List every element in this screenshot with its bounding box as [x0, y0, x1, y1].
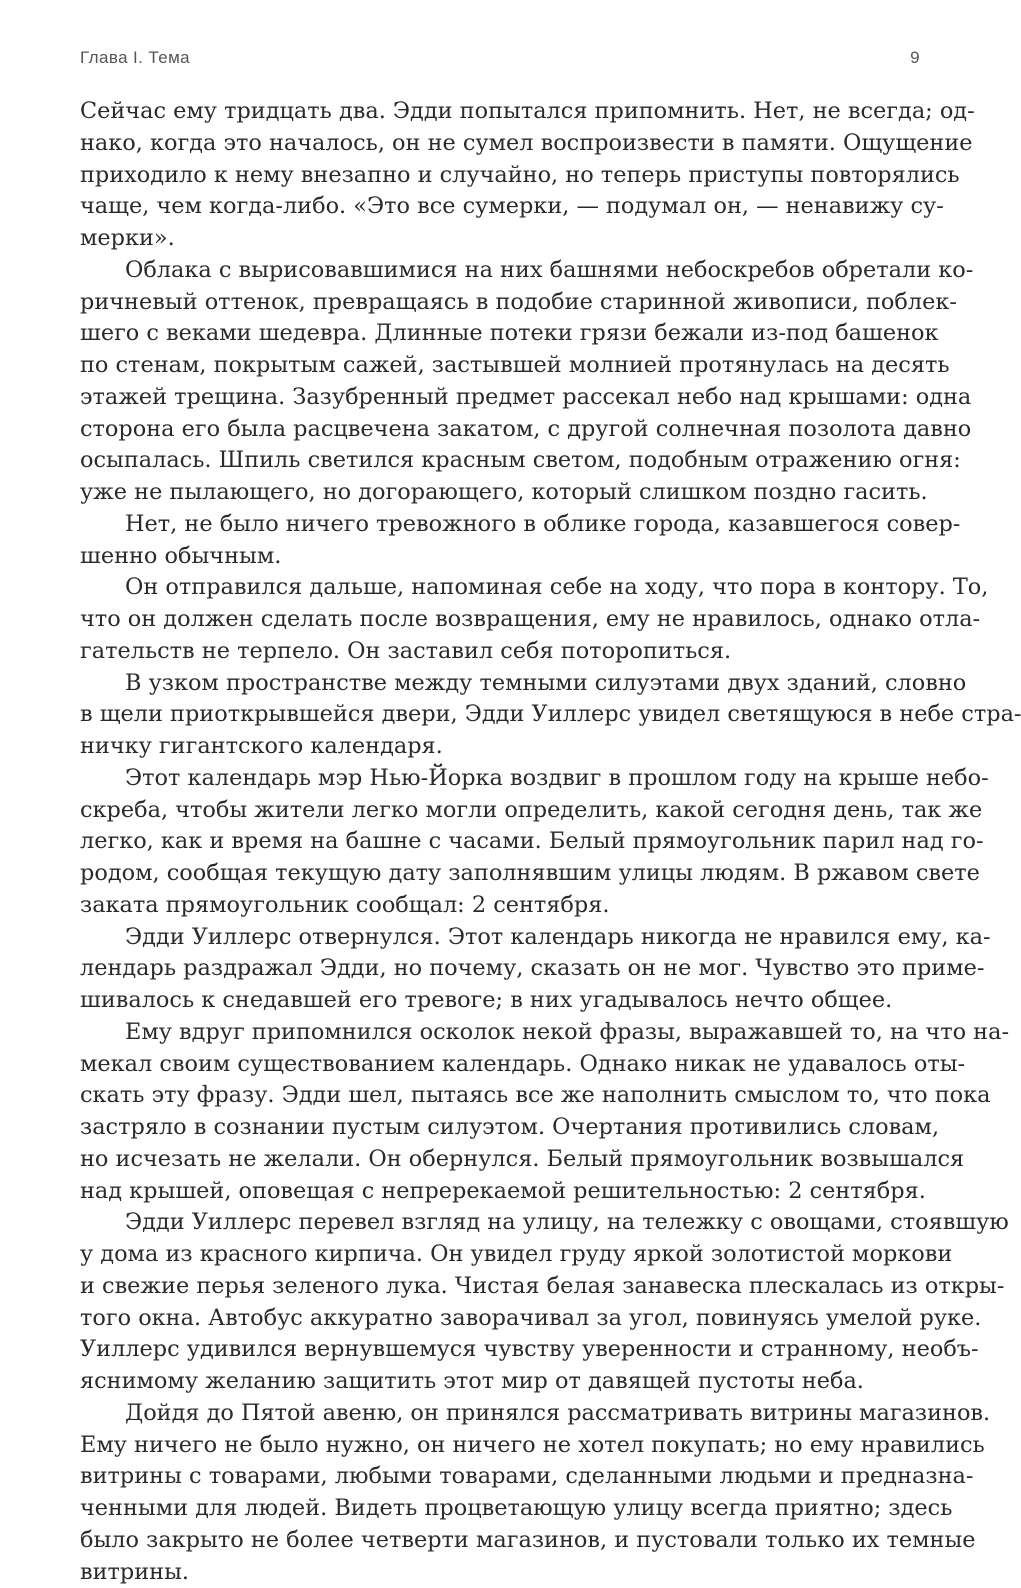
text-line: ричневый оттенок, превращаясь в подобие старинной живописи, поблек-	[80, 287, 920, 319]
text-line: Сейчас ему тридцать два. Эдди попытался припомнить. Нет, не всегда; од-	[80, 96, 920, 128]
running-header	[80, 48, 920, 74]
paragraph	[80, 96, 920, 255]
text-line: что он должен сделать после возвращения, ему не нравилось, однако отла-	[80, 604, 920, 636]
text-line: шего с веками шедевра. Длинные потеки грязи бежали из-под башенок	[80, 318, 920, 350]
text-line: шивалось к снедавшей его тревоге; в них угадывалось нечто общее.	[80, 985, 920, 1017]
text-line: мекал своим существованием календарь. Однако никак не удавалось оты-	[80, 1049, 920, 1081]
text-line: ченными для людей. Видеть процветающую улицу всегда приятно; здесь	[80, 1493, 920, 1525]
text-line: Дойдя до Пятой авеню, он принялся рассматривать витрины магазинов.	[80, 1398, 920, 1430]
text-line: Эдди Уиллерс перевел взгляд на улицу, на тележку с овощами, стоявшую	[80, 1207, 920, 1239]
text-line: скать эту фразу. Эдди шел, пытаясь все же наполнить смыслом то, что пока	[80, 1080, 920, 1112]
text-line: витрины с товарами, любыми товарами, сделанными людьми и предназна-	[80, 1461, 920, 1493]
chapter-title: Глава I. Тема	[80, 48, 190, 68]
text-line: гательств не терпело. Он заставил себя поторопиться.	[80, 636, 920, 668]
text-line: Этот календарь мэр Нью-Йорка воздвиг в прошлом году на крыше небо-	[80, 763, 920, 795]
text-line: Ему вдруг припомнился осколок некой фразы, выражавшей то, на что на-	[80, 1017, 920, 1049]
text-line: витрины.	[80, 1557, 920, 1588]
text-line: над крышей, оповещая с непререкаемой решительностью: 2 сентября.	[80, 1176, 920, 1208]
text-line: чаще, чем когда-либо. «Это все сумерки, — подумал он, — ненавижу су-	[80, 191, 920, 223]
text-line: у дома из красного кирпича. Он увидел груду яркой золотистой моркови	[80, 1239, 920, 1271]
text-line: шенно обычным.	[80, 541, 920, 573]
text-line: легко, как и время на башне с часами. Белый прямоугольник парил над го-	[80, 826, 920, 858]
text-line: по стенам, покрытым сажей, застывшей молнией протянулась на десять	[80, 350, 920, 382]
paragraph	[80, 668, 920, 763]
paragraph	[80, 1017, 920, 1208]
body-text	[80, 96, 920, 1588]
text-line: осыпалась. Шпиль светился красным светом, подобным отражению огня:	[80, 445, 920, 477]
paragraph	[80, 1207, 920, 1398]
text-line: лендарь раздражал Эдди, но почему, сказать он не мог. Чувство это приме-	[80, 953, 920, 985]
paragraph	[80, 255, 920, 509]
text-line: этажей трещина. Зазубренный предмет рассекал небо над крышами: одна	[80, 382, 920, 414]
text-line: Облака с вырисовавшимися на них башнями небоскребов обретали ко-	[80, 255, 920, 287]
text-line: в щели приоткрывшейся двери, Эдди Уиллерс увидел светящуюся в небе стра-	[80, 699, 920, 731]
text-line: застряло в сознании пустым силуэтом. Очертания противились словам,	[80, 1112, 920, 1144]
paragraph	[80, 1398, 920, 1588]
text-line: яснимому желанию защитить этот мир от давящей пустоты неба.	[80, 1366, 920, 1398]
paragraph	[80, 572, 920, 667]
text-line: и свежие перья зеленого лука. Чистая белая занавеска плескалась из откры-	[80, 1271, 920, 1303]
text-line: заката прямоугольник сообщал: 2 сентября.	[80, 890, 920, 922]
text-line: того окна. Автобус аккуратно заворачивал за угол, повинуясь умелой руке.	[80, 1303, 920, 1335]
text-line: сторона его была расцвечена закатом, с другой солнечная позолота давно	[80, 414, 920, 446]
text-line: нако, когда это началось, он не сумел воспроизвести в памяти. Ощущение	[80, 128, 920, 160]
text-line: Ему ничего не было нужно, он ничего не хотел покупать; но ему нравились	[80, 1430, 920, 1462]
text-line: скреба, чтобы жители легко могли определить, какой сегодня день, так же	[80, 795, 920, 827]
text-line: Эдди Уиллерс отвернулся. Этот календарь никогда не нравился ему, ка-	[80, 922, 920, 954]
text-line: Нет, не было ничего тревожного в облике города, казавшегося совер-	[80, 509, 920, 541]
text-line: родом, сообщая текущую дату заполнявшим улицы людям. В ржавом свете	[80, 858, 920, 890]
paragraph	[80, 509, 920, 573]
text-line: было закрыто не более четверти магазинов, и пустовали только их темные	[80, 1525, 920, 1557]
text-line: приходило к нему внезапно и случайно, но теперь приступы повторялись	[80, 160, 920, 192]
text-line: мерки».	[80, 223, 920, 255]
text-line: ничку гигантского календаря.	[80, 731, 920, 763]
text-line: уже не пылающего, но догорающего, который слишком поздно гасить.	[80, 477, 920, 509]
page-number: 9	[910, 48, 920, 68]
paragraph	[80, 922, 920, 1017]
paragraph	[80, 763, 920, 922]
text-line: Уиллерс удивился вернувшемуся чувству уверенности и странному, необъ-	[80, 1334, 920, 1366]
text-line: В узком пространстве между темными силуэтами двух зданий, словно	[80, 668, 920, 700]
text-line: Он отправился дальше, напоминая себе на ходу, что пора в контору. То,	[80, 572, 920, 604]
text-line: но исчезать не желали. Он обернулся. Белый прямоугольник возвышался	[80, 1144, 920, 1176]
